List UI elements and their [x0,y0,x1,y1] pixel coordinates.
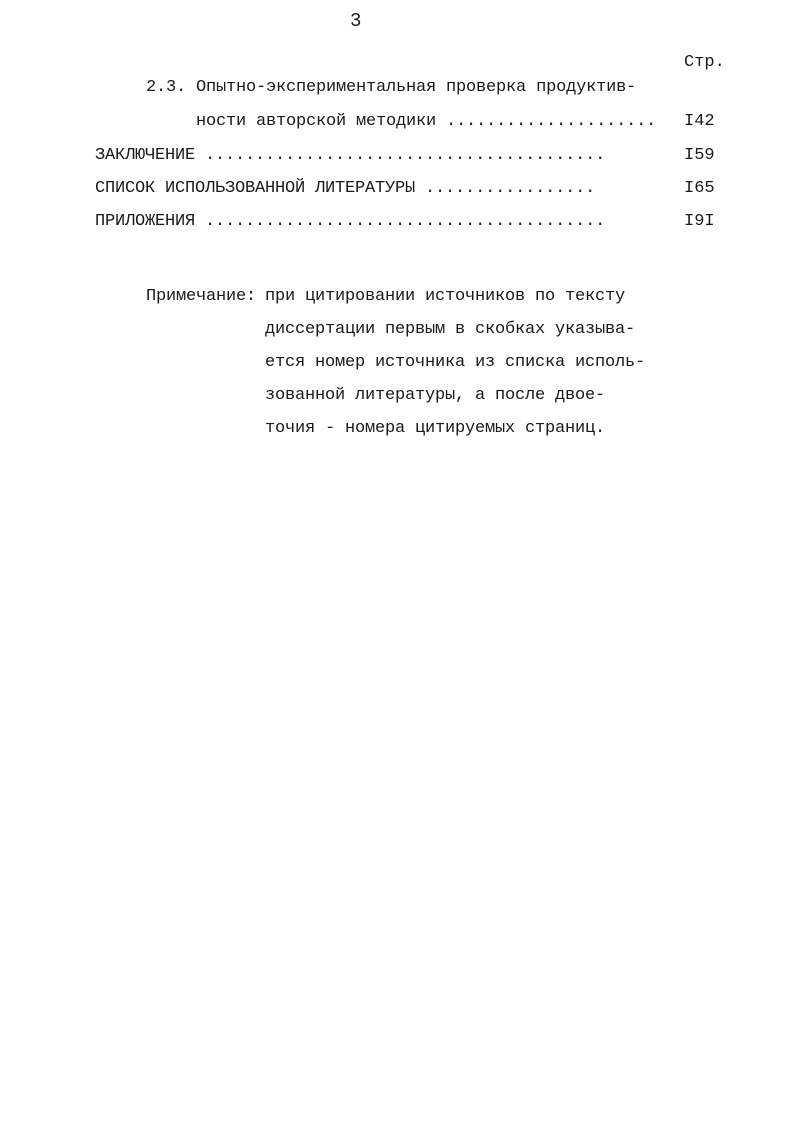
toc-entry-2-3-title-line-2: ности авторской методики ..................... [196,112,657,131]
note-line-1: при цитировании источников по тексту [265,287,626,306]
note-line-5: точия - номера цитируемых страниц. [265,419,606,438]
page-number: 3 [350,10,362,32]
note-line-2: диссертации первым в скобках указыва- [265,320,636,339]
toc-entry-appendices: ПРИЛОЖЕНИЯ ........................................ [95,212,606,231]
note-line-4: зованной литературы, а после двое- [265,386,606,405]
note-line-3: ется номер источника из списка исполь- [265,353,646,372]
toc-entry-2-3-title-line-1: 2.3. Опытно-экспериментальная проверка продуктив- [146,78,637,97]
toc-entry-appendices-page: I9I [684,212,715,231]
toc-entry-conclusion-page: I59 [684,146,715,165]
toc-entry-conclusion: ЗАКЛЮЧЕНИЕ ........................................ [95,146,606,165]
note-label: Примечание: [146,287,257,306]
toc-entry-2-3-page: I42 [684,112,715,131]
page-column-header: Стр. [684,53,725,72]
toc-entry-bibliography: СПИСОК ИСПОЛЬЗОВАННОЙ ЛИТЕРАТУРЫ ................. [95,179,596,198]
toc-entry-bibliography-page: I65 [684,179,715,198]
